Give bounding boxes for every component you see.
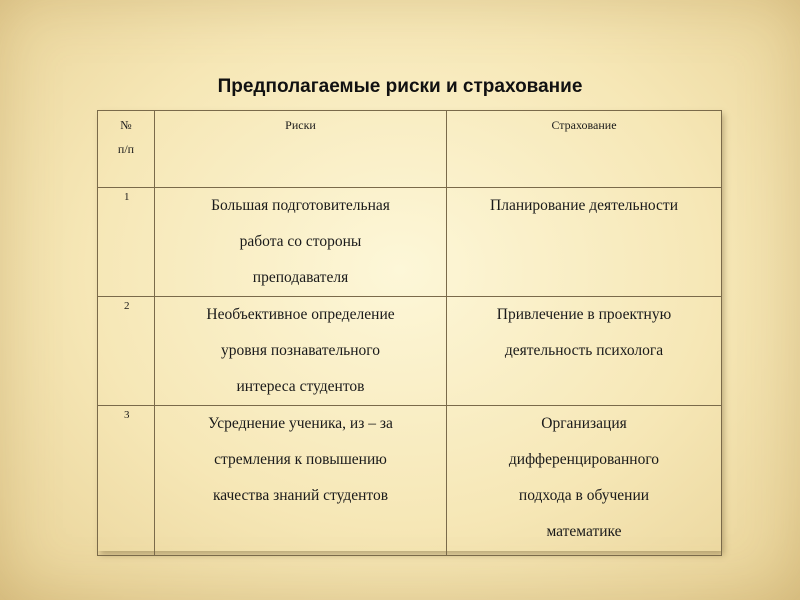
risk-line: интереса студентов [236, 378, 365, 395]
risk-cell [155, 188, 447, 297]
header-number-line1: № [120, 118, 132, 132]
insurance-line: деятельность психолога [504, 342, 664, 359]
row-number: 1 [98, 188, 155, 297]
risk-line: преподавателя [252, 269, 349, 286]
slide-title: Предполагаемые риски и страхование [217, 76, 583, 97]
insurance-line: дифференцированного [508, 451, 660, 468]
insurance-cell [447, 297, 722, 406]
risk-line: работа со стороны [239, 233, 362, 250]
risks-table [97, 110, 722, 556]
header-number-line2: п/п [117, 142, 135, 156]
header-number [98, 111, 155, 188]
risk-line: Необъективное определение [206, 306, 395, 323]
risk-line: Усреднение ученика, из – за [208, 415, 393, 432]
insurance-cell [447, 188, 722, 297]
risk-line: стремления к повышению [214, 451, 387, 468]
table-row [98, 188, 722, 297]
header-risks: Риски [155, 111, 447, 188]
table-row [98, 406, 722, 556]
insurance-line: подхода в обучении [518, 487, 650, 504]
risk-line: качества знаний студентов [212, 487, 389, 504]
risk-cell [155, 297, 447, 406]
risk-cell [155, 406, 447, 556]
table-header-row [98, 111, 722, 188]
row-number: 2 [98, 297, 155, 406]
row-number: 3 [98, 406, 155, 556]
insurance-line: Организация [541, 415, 627, 432]
insurance-cell [447, 406, 722, 556]
risk-line: Большая подготовительная [211, 197, 390, 214]
table-row [98, 297, 722, 406]
insurance-line: Привлечение в проектную [496, 306, 672, 323]
insurance-line: математике [546, 523, 622, 540]
risk-line: уровня познавательного [220, 342, 381, 359]
insurance-line: Планирование деятельности [490, 197, 678, 214]
header-insurance: Страхование [447, 111, 722, 188]
